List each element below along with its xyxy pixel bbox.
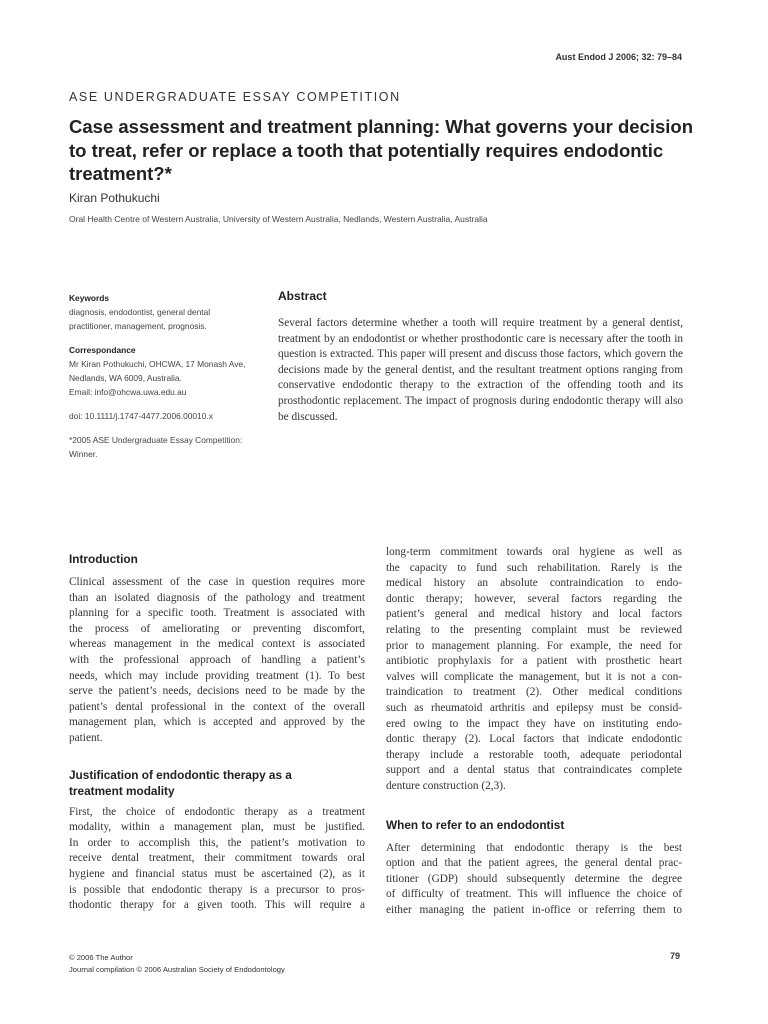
text-line: either managing the patient in-office or referring them to	[386, 903, 682, 916]
text-line: valves will complicate the management, but it is not a con-	[386, 670, 682, 683]
text-line: needs, which may include providing treatment (1). To best	[69, 669, 365, 682]
text-line: medical history an absolute contraindication to endo-	[386, 577, 682, 590]
text-line: dontic therapy (2). Local factors that indicate endodontic	[386, 733, 682, 746]
text-line: serve the patient’s needs, decisions need to be made by the	[69, 685, 365, 698]
text-line: prior to management planning. For example, the need for	[386, 639, 682, 652]
note-line: *2005 ASE Undergraduate Essay Competition:	[69, 435, 243, 445]
correspondence-block	[69, 343, 269, 399]
text-line: patient’s general and medical history and local factors	[386, 608, 682, 621]
text-line: ered owing to the impact they have on instituting endo-	[386, 717, 682, 730]
keywords-line: practitioner, management, prognosis.	[69, 321, 207, 331]
keywords-block	[69, 291, 269, 333]
text-line: thodontic therapy for a given tooth. This will require a	[69, 899, 365, 912]
copyright-line: © 2006 The Author	[69, 953, 133, 962]
text-line: than an isolated diagnosis of the pathology and treatment	[69, 591, 365, 604]
text-line: Clinical assessment of the case in question requires more	[69, 576, 365, 588]
correspondence-line: Nedlands, WA 6009, Australia.	[69, 373, 182, 383]
journal-citation: Aust Endod J 2006; 32: 79–84	[555, 52, 682, 62]
text-line: relating to the presenting complaint must be reviewed	[386, 623, 682, 636]
text-line: whereas management in the medical context is associated	[69, 638, 365, 651]
justification-heading: treatment modality	[69, 783, 175, 798]
text-line: is possible that endodontic therapy is a precursor to pros-	[69, 883, 365, 896]
author-affiliation: Oral Health Centre of Western Australia, University of Western Australia, Nedlands, Western Australia, Australia	[69, 214, 488, 224]
journal-compilation-line: Journal compilation © 2006 Australian Society of Endodontology	[69, 965, 285, 974]
abstract-text: Several factors determine whether a tooth will require treatment by a general dentist, treatment by an endodontist or whether prosthodontic care is necessary after the tooth in question is extracted. This paper will present and discuss those factors, which govern the decisions made by the general dentist, and the resultant treatment options ranging from conservative endodontic therapy to the extraction of the offending tooth and its prosthodontic replacement. The impact of prognosis during endodontic therapy will also be discussed.	[278, 317, 683, 423]
text-line: hygiene and financial status must be ascertained (2), as it	[69, 867, 365, 880]
text-line: receive dental treatment, their commitment towards oral	[69, 852, 365, 865]
correspondence-email[interactable]: Email: info@ohcwa.uwa.edu.au	[69, 387, 187, 397]
text-line: First, the choice of endodontic therapy as a treatment	[69, 805, 365, 818]
correspondence-line: Mr Kiran Pothukuchi, OHCWA, 17 Monash Ave,	[69, 359, 246, 369]
text-line: therapy include a restorable tooth, adequate periodontal	[386, 748, 682, 761]
section-label: ASE UNDERGRADUATE ESSAY COMPETITION	[69, 90, 401, 104]
text-line: denture construction (2,3).	[386, 779, 506, 792]
introduction-heading: Introduction	[69, 552, 138, 566]
text-line: titioner (GDP) should subsequently determine the degree	[386, 872, 682, 885]
text-line: planning for a specific tooth. Treatment is associated with	[69, 607, 365, 620]
refer-paragraph	[386, 841, 682, 919]
text-line: of difficulty of treatment. This will influence the choice of	[386, 888, 682, 901]
text-line: dontic therapy; however, several factors regarding the	[386, 592, 682, 605]
article-title: Case assessment and treatment planning: What governs your decision to treat, refer or replace a tooth that potentially requires endodontic treatment?*	[69, 116, 694, 184]
text-line: modality, within a management plan, must be justified.	[69, 821, 365, 834]
doi-link[interactable]: doi: 10.1111/j.1747-4477.2006.00010.x	[69, 411, 213, 421]
note-line: Winner.	[69, 449, 98, 459]
correspondence-label: Correspondance	[69, 345, 136, 355]
text-line: the process of ameliorating or preventing discomfort,	[69, 622, 365, 635]
text-line: such as rheumatoid arthritis and epilepsy must be consid-	[386, 701, 682, 714]
competition-note	[69, 433, 269, 461]
text-line: antibiotic prophylaxis for a patient with prosthetic heart	[386, 655, 682, 668]
page-number: 79	[669, 951, 680, 961]
body-column-left	[69, 551, 365, 914]
text-line: After determining that endodontic therapy is the best	[386, 841, 682, 854]
text-line: patient’s dental professional in the context of the overall	[69, 700, 365, 713]
article-sidebar	[69, 291, 269, 471]
justification-heading: Justification of endodontic therapy as a	[69, 767, 292, 782]
text-line: option and that the patient agrees, the general dental prac-	[386, 857, 682, 870]
text-line: patient.	[69, 731, 103, 744]
text-line: with the professional approach of handling a patient’s	[69, 653, 365, 666]
author-name: Kiran Pothukuchi	[69, 191, 160, 205]
abstract-heading: Abstract	[278, 289, 327, 303]
text-line: management plan, which is accepted and approved by the	[69, 716, 365, 729]
keywords-label: Keywords	[69, 293, 110, 303]
doi-block	[69, 409, 269, 423]
keywords-line: diagnosis, endodontist, general dental	[69, 307, 211, 317]
refer-heading: When to refer to an endodontist	[386, 817, 565, 832]
text-line: the capacity to fund such rehabilitation. Rarely is the	[386, 561, 682, 574]
text-line: support and a dental status that contraindicates complete	[386, 764, 682, 777]
text-line: In order to accomplish this, the patient’s motivation to	[69, 836, 365, 849]
text-line: long-term commitment towards oral hygiene as well as	[386, 546, 682, 558]
text-line: traindication to treatment (2). Other medical conditions	[386, 686, 682, 699]
continued-paragraph	[386, 545, 682, 795]
justification-paragraph	[69, 805, 365, 914]
page-footer	[69, 952, 285, 976]
introduction-paragraph	[69, 575, 365, 747]
body-column-right	[386, 545, 682, 918]
